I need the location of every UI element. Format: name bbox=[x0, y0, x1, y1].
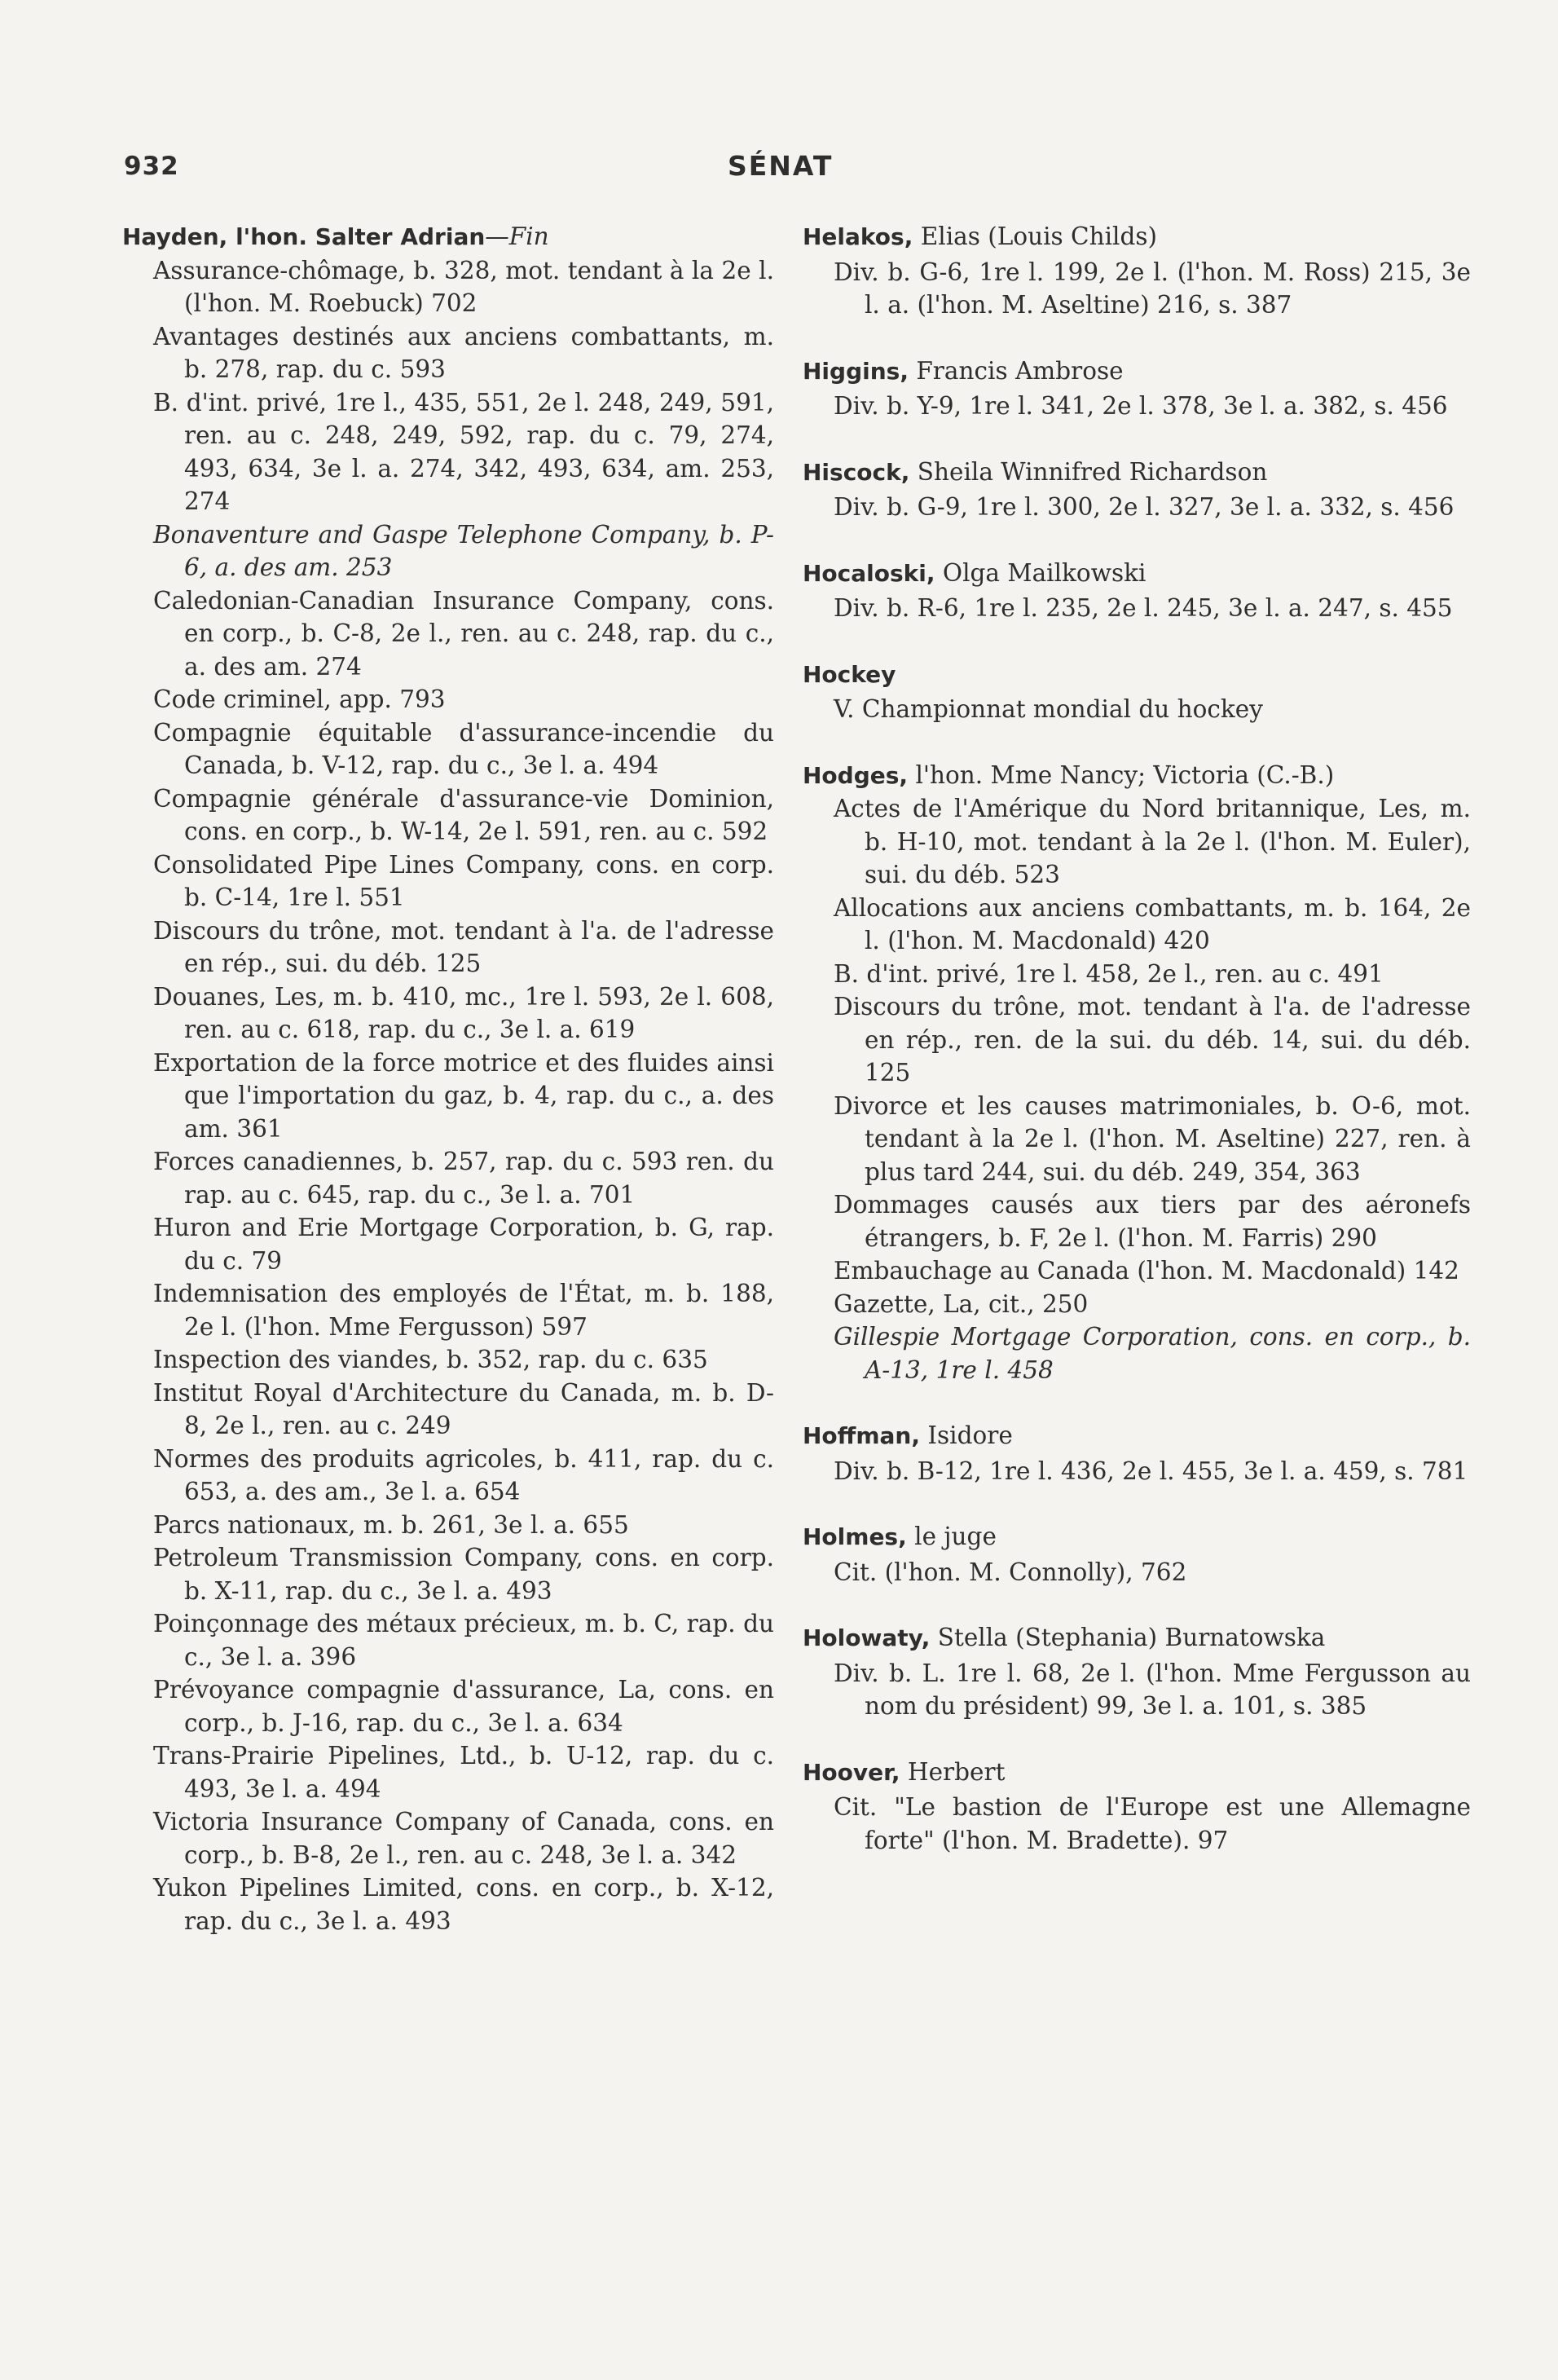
entry-given-names: Elias (Louis Childs) bbox=[920, 223, 1158, 250]
entry-name: Helakos, bbox=[803, 223, 913, 250]
subentry: Div. b. G-9, 1re l. 300, 2e l. 327, 3e l. a. 332, s. 456 bbox=[834, 493, 1455, 521]
entry-heading bbox=[803, 1756, 1471, 1790]
subentry: Consolidated Pipe Lines Company, cons. en corp. b. C-14, 1re l. 551 bbox=[153, 850, 774, 911]
subentry: Discours du trône, mot. tendant à l'a. de l'adresse en rép., sui. du déb. 125 bbox=[153, 916, 774, 977]
entry-heading bbox=[803, 1621, 1471, 1655]
subentry: Div. b. G-6, 1re l. 199, 2e l. (l'hon. M. Ross) 215, 3e l. a. (l'hon. M. Aseltine) 216, s. 387 bbox=[834, 258, 1471, 319]
subentry: Div. b. L. 1re l. 68, 2e l. (l'hon. Mme Fergusson au nom du président) 99, 3e l. a. 101, s. 385 bbox=[834, 1659, 1471, 1720]
index-entry-hodges bbox=[803, 759, 1471, 1387]
subentry: Trans-Prairie Pipelines, Ltd., b. U-12, rap. du c. 493, 3e l. a. 494 bbox=[153, 1742, 774, 1803]
index-entry-holowaty bbox=[803, 1621, 1471, 1723]
subentry: Bonaventure and Gaspe Telephone Company, b. P-6, a. des am. 253 bbox=[153, 520, 774, 581]
entry-name: Holmes, bbox=[803, 1523, 907, 1550]
entry-given-names: Francis Ambrose bbox=[916, 356, 1124, 385]
subentry: Discours du trône, mot. tendant à l'a. de l'adresse en rép., ren. de la sui. du déb. 14, sui. du déb. 125 bbox=[834, 993, 1471, 1086]
subentry: Institut Royal d'Architecture du Canada, m. b. D-8, 2e l., ren. au c. 249 bbox=[153, 1378, 774, 1439]
subentry: Exportation de la force motrice et des fluides ainsi que l'importation du gaz, b. 4, rap. du c., a. des am. 361 bbox=[153, 1048, 774, 1143]
subentry: Caledonian-Canadian Insurance Company, cons. en corp., b. C-8, 2e l., ren. au c. 248, rap. du c., a. des am. 274 bbox=[153, 586, 774, 681]
entry-heading bbox=[803, 1520, 1471, 1554]
subentry: Douanes, Les, m. b. 410, mc., 1re l. 593, 2e l. 608, ren. au c. 618, rap. du c., 3e l. a. 619 bbox=[153, 982, 774, 1043]
entry-given-names: Isidore bbox=[927, 1421, 1013, 1449]
subentry: Inspection des viandes, b. 352, rap. du c. 635 bbox=[153, 1346, 708, 1373]
left-column bbox=[122, 220, 774, 1970]
entry-name: Hoffman, bbox=[803, 1422, 920, 1449]
subentry: Normes des produits agricoles, b. 411, rap. du c. 653, a. des am., 3e l. a. 654 bbox=[153, 1444, 774, 1505]
index-entry-hockey bbox=[803, 658, 1471, 726]
index-entry-holmes bbox=[803, 1520, 1471, 1589]
subentry: Allocations aux anciens combattants, m. b. 164, 2e l. (l'hon. M. Macdonald) 420 bbox=[834, 893, 1471, 954]
entry-heading bbox=[803, 658, 1471, 692]
index-entry-hayden bbox=[122, 220, 774, 1937]
subentry: Avantages destinés aux anciens combattants, m. b. 278, rap. du c. 593 bbox=[153, 322, 774, 383]
subentry: Gazette, La, cit., 250 bbox=[834, 1289, 1089, 1318]
subentry: Assurance-chômage, b. 328, mot. tendant à la 2e l. (l'hon. M. Roebuck) 702 bbox=[153, 256, 774, 317]
right-column bbox=[803, 220, 1471, 1889]
entry-name: Higgins, bbox=[803, 357, 909, 385]
entry-name: Hodges, bbox=[803, 761, 909, 789]
subentry: Cit. "Le bastion de l'Europe est une Allemagne forte" (l'hon. M. Bradette). 97 bbox=[834, 1793, 1471, 1854]
subentry: Forces canadiennes, b. 257, rap. du c. 593 ren. du rap. au c. 645, rap. du c., 3e l. a. 701 bbox=[153, 1148, 774, 1209]
entry-given-names: Herbert bbox=[907, 1757, 1006, 1786]
subentry: Parcs nationaux, m. b. 261, 3e l. a. 655 bbox=[153, 1510, 629, 1539]
subentry: Compagnie générale d'assurance-vie Dominion, cons. en corp., b. W-14, 2e l. 591, ren. au c. 592 bbox=[153, 784, 774, 845]
subentry: Prévoyance compagnie d'assurance, La, cons. en corp., b. J-16, rap. du c., 3e l. a. 634 bbox=[153, 1676, 774, 1737]
subentry: Yukon Pipelines Limited, cons. en corp., b. X-12, rap. du c., 3e l. a. 493 bbox=[153, 1874, 774, 1935]
entry-heading bbox=[803, 557, 1471, 591]
subentry: B. d'int. privé, 1re l., 435, 551, 2e l. 248, 249, 591, ren. au c. 248, 249, 592, rap. du c. 79, 274, 493, 634, 3e l. a. 274, 342, 493, 634, am. 253, 274 bbox=[153, 388, 774, 515]
entry-name: Hiscock, bbox=[803, 458, 910, 486]
entry-heading bbox=[122, 220, 774, 254]
subentry: Actes de l'Amérique du Nord britannique, Les, m. b. H-10, mot. tendant à la 2e l. (l'hon. M. Euler), sui. du déb. 523 bbox=[834, 795, 1471, 888]
subentry: Divorce et les causes matrimoniales, b. O-6, mot. tendant à la 2e l. (l'hon. M. Aseltine) 227, ren. à plus tard 244, sui. du déb. 249, 354, 363 bbox=[834, 1091, 1471, 1186]
subentry: Div. b. B-12, 1re l. 436, 2e l. 455, 3e l. a. 459, s. 781 bbox=[834, 1457, 1468, 1485]
index-entry-hoffman bbox=[803, 1419, 1471, 1488]
subentry: Dommages causés aux tiers par des aéronefs étrangers, b. F, 2e l. (l'hon. M. Farris) 290 bbox=[834, 1191, 1471, 1252]
entry-heading bbox=[803, 759, 1471, 793]
subentry: Victoria Insurance Company of Canada, cons. en corp., b. B-8, 2e l., ren. au c. 248, 3e l. a. 342 bbox=[153, 1808, 774, 1869]
subentry: B. d'int. privé, 1re l. 458, 2e l., ren. au c. 491 bbox=[834, 959, 1384, 988]
entry-given-names: Stella (Stephania) Burnatowska bbox=[937, 1624, 1326, 1651]
entry-suffix: —Fin bbox=[485, 223, 549, 250]
index-entry-helakos bbox=[803, 220, 1471, 322]
entry-name: Hockey bbox=[803, 660, 896, 688]
entry-given-names: Olga Mailkowski bbox=[942, 558, 1146, 587]
subentry: Embauchage au Canada (l'hon. M. Macdonald) 142 bbox=[834, 1257, 1459, 1285]
subentry: Code criminel, app. 793 bbox=[153, 685, 446, 713]
index-entry-hoover bbox=[803, 1756, 1471, 1858]
subentry: Div. b. R-6, 1re l. 235, 2e l. 245, 3e l. a. 247, s. 455 bbox=[834, 594, 1453, 622]
index-entry-hiscock bbox=[803, 456, 1471, 524]
index-entry-hocaloski bbox=[803, 557, 1471, 625]
entry-given-names: Sheila Winnifred Richardson bbox=[917, 457, 1268, 486]
entry-heading bbox=[803, 1419, 1471, 1453]
entry-given-names: l'hon. Mme Nancy; Victoria (C.-B.) bbox=[915, 760, 1335, 789]
subentry: Poinçonnage des métaux précieux, m. b. C, rap. du c., 3e l. a. 396 bbox=[153, 1610, 774, 1671]
index-entry-higgins bbox=[803, 355, 1471, 423]
entry-name: Hayden, l'hon. Salter Adrian bbox=[122, 223, 486, 250]
entry-name: Hocaloski, bbox=[803, 559, 935, 587]
entry-heading bbox=[803, 456, 1471, 490]
subentry: Indemnisation des employés de l'État, m. b. 188, 2e l. (l'hon. Mme Fergusson) 597 bbox=[153, 1280, 774, 1341]
subentry: Compagnie équitable d'assurance-incendie du Canada, b. V-12, rap. du c., 3e l. a. 494 bbox=[153, 718, 774, 779]
subentry-see-also: V. Championnat mondial du hockey bbox=[834, 695, 1263, 723]
entry-name: Holowaty, bbox=[803, 1624, 931, 1651]
subentry: Huron and Erie Mortgage Corporation, b. G, rap. du c. 79 bbox=[153, 1214, 774, 1275]
entry-heading bbox=[803, 220, 1471, 254]
subentry: Div. b. Y-9, 1re l. 341, 2e l. 378, 3e l. a. 382, s. 456 bbox=[834, 392, 1448, 420]
subentry: Gillespie Mortgage Corporation, cons. en corp., b. A-13, 1re l. 458 bbox=[834, 1323, 1471, 1384]
subentry: Petroleum Transmission Company, cons. en corp. b. X-11, rap. du c., 3e l. a. 493 bbox=[153, 1544, 774, 1605]
running-head: SÉNAT bbox=[728, 150, 834, 182]
subentry: Cit. (l'hon. M. Connolly), 762 bbox=[834, 1558, 1187, 1586]
entry-name: Hoover, bbox=[803, 1758, 900, 1786]
page-number: 932 bbox=[124, 152, 179, 181]
entry-given-names: le juge bbox=[914, 1523, 997, 1550]
entry-heading bbox=[803, 355, 1471, 389]
